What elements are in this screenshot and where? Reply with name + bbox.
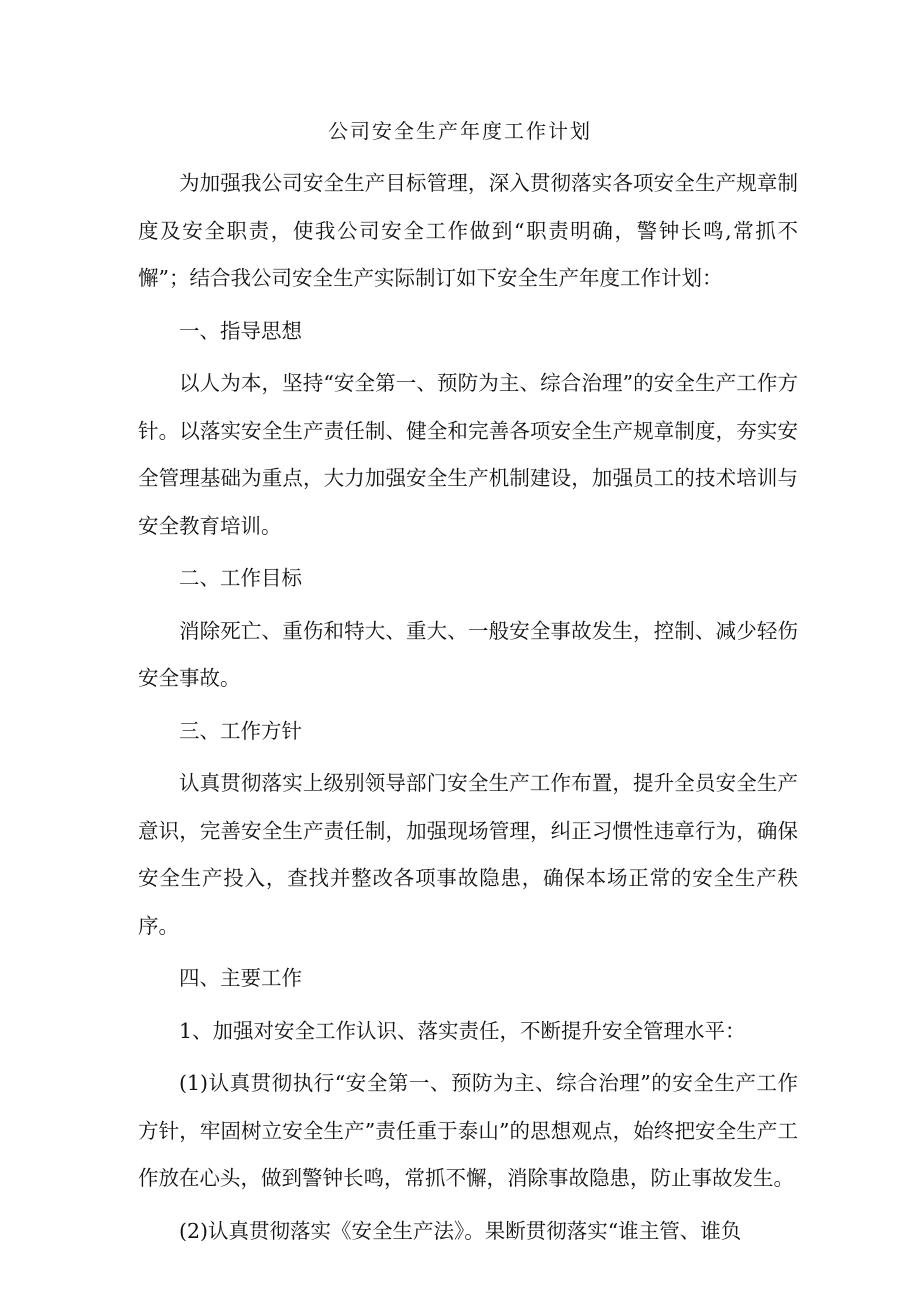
document-title: 公司安全生产年度工作计划 [328,119,592,143]
section-3-paragraph: 认真贯彻落实上级别领导部门安全生产工作布置，提升全员安全生产意识，完善安全生产责任制，加强现场管理，纠正习惯性违章行为，确保安全生产投入，查找并整改各项事故隐患，确保本场正常的安全生产秩序。 [138,771,798,938]
section-heading-4: 四、主要工作 [179,966,302,990]
section-4-subitem-2: (2)认真贯彻落实《安全生产法》。果断贯彻落实“谁主管、谁负 [179,1218,742,1243]
intro-paragraph: 为加强我公司安全生产目标管理，深入贯彻落实各项安全生产规章制度及安全职责，使我公司安全工作做到“职责明确，警钟长鸣,常抓不懈”；结合我公司安全生产实际制订如下安全生产年度工作计划： [138,171,798,290]
section-heading-3: 三、工作方针 [179,718,302,743]
section-4-item-1: 1、加强对安全工作认识、落实责任，不断提升安全管理水平： [179,1018,746,1043]
section-4-subitem-1: (1)认真贯彻执行“安全第一、预防为主、综合治理”的安全生产工作方针，牢固树立安全生产”责任重于泰山”的思想观点，始终把安全生产工作放在心头，做到警钟长鸣，常抓不懈，消除事故隐患，防止事故发生。 [138,1071,798,1190]
section-1-paragraph: 以人为本，坚持“安全第一、预防为主、综合治理”的安全生产工作方针。以落实安全生产责任制、健全和完善各项安全生产规章制度，夯实安全管理基础为重点，大力加强安全生产机制建设，加强员工的技术培训与安全教育培训。 [138,371,798,538]
section-heading-2: 二、工作目标 [179,566,302,590]
document-body [138,160,798,1255]
section-heading-1: 一、指导思想 [179,318,302,343]
section-2-paragraph: 消除死亡、重伤和特大、重大、一般安全事故发生，控制、减少轻伤安全事故。 [138,618,798,690]
